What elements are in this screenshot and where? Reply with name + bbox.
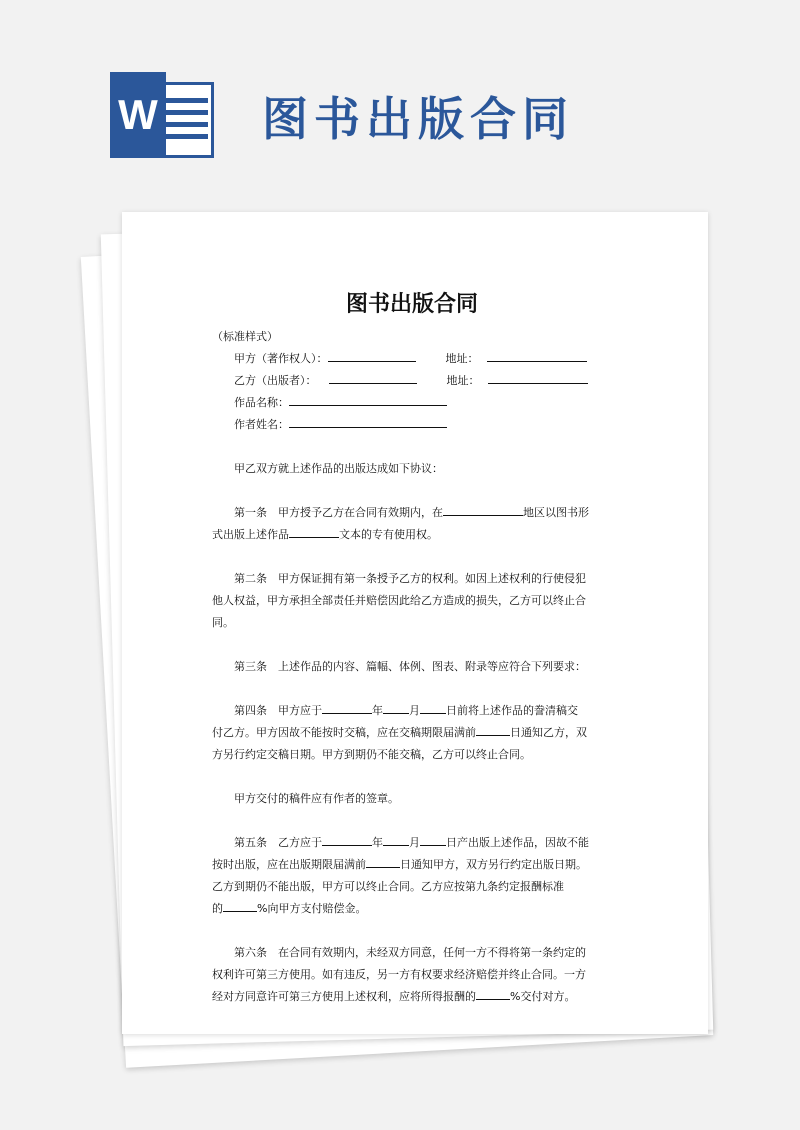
word-icon-letter: W (110, 72, 166, 158)
article-6: 第六条 在合同有效期内，未经双方同意，任何一方不得将第一条约定的 (234, 946, 586, 959)
article-1: 第一条 甲方授予乙方在合同有效期内，在 地区以图书形 (212, 502, 612, 524)
party-a-row: 甲方（著作权人）： 地址： (212, 348, 612, 370)
article-2: 第二条 甲方保证拥有第一条授予乙方的权利。如因上述权利的行使侵犯 (234, 572, 586, 585)
author-name-row: 作者姓名： (212, 414, 612, 436)
blank-line (289, 393, 447, 406)
blank-line (476, 723, 510, 736)
blank-line (366, 855, 400, 868)
blank-line (322, 701, 372, 714)
blank-line (420, 701, 446, 714)
work-name-row: 作品名称： (212, 392, 612, 414)
blank-line (329, 371, 417, 384)
document-page (122, 212, 708, 1034)
header (0, 0, 800, 200)
blank-line (383, 701, 409, 714)
blank-line (443, 503, 523, 516)
blank-line (488, 371, 588, 384)
word-icon (110, 72, 214, 158)
blank-line (289, 525, 339, 538)
blank-line (322, 833, 372, 846)
blank-line (487, 349, 587, 362)
blank-line (223, 899, 257, 912)
document-subtitle: （标准样式） (212, 330, 278, 343)
blank-line (476, 987, 510, 1000)
article-3: 第三条 上述作品的内容、篇幅、体例、图表、附录等应符合下列要求： (234, 660, 586, 673)
blank-line (289, 415, 447, 428)
signature-note: 甲方交付的稿件应有作者的签章。 (234, 792, 399, 805)
document-title: 图书出版合同 (345, 292, 478, 317)
blank-line (383, 833, 409, 846)
intro-paragraph: 甲乙双方就上述作品的出版达成如下协议： (234, 462, 443, 475)
blank-line (328, 349, 416, 362)
party-b-row: 乙方（出版者）： 地址： (212, 370, 612, 392)
article-4: 第四条 甲方应于 年 月 日前将上述作品的誊清稿交 (212, 700, 612, 722)
header-title: 图书出版合同 (262, 92, 574, 146)
document-body: 图书出版合同 （标准样式） 甲方（著作权人）： 地址： 乙方（出版者）： 地址： 作品名称： 作者姓名： 甲乙双方就上述作品的出版达成如下协议： 第一条 甲方授予乙方在合同有效期内，在 地区以图书形 式出版上述作品 文本的专有使用权。 第二条 甲方保证拥有第一条授予乙方的权利。如因上述权利的行使侵犯 他人权益，甲方承担全部责任并赔偿因此给乙方造成的损失，乙方可以终止合 同。 第三条 上述作品的内容、篇幅、体例、图表、附录等应符合下列要求： 第四条 甲方应于 年 月 日前将上述作品的誊清稿交 付乙方。甲方因故不能按时交稿，应在交稿期限届满前 日通知乙方，双 方另行约定交稿日期。甲方到期仍不能交稿，乙方可以终止合同。 甲方交付的稿件应有作者的签章。 第五条 乙方应于 年 月 日产出版上述作品，因故不能 按时出版，应在出版期限届满前 日通知甲方，双方另行约定出版日期。 乙方到期仍不能出版，甲方可以终止合同。乙方应按第九条约定报酬标准 的 %向甲方支付赔偿金。 第六条 在合同有效期内，未经双方同意，任何一方不得将第一条约定的 权利许可第三方使用。如有违反，另一方有权要求经济赔偿并终止合同。一方 经对方同意许可第三方使用上述权利，应将所得报酬的 %交付对方。 (212, 290, 612, 1008)
blank-line (420, 833, 446, 846)
article-5: 第五条 乙方应于 年 月 日产出版上述作品，因故不能 (212, 832, 612, 854)
